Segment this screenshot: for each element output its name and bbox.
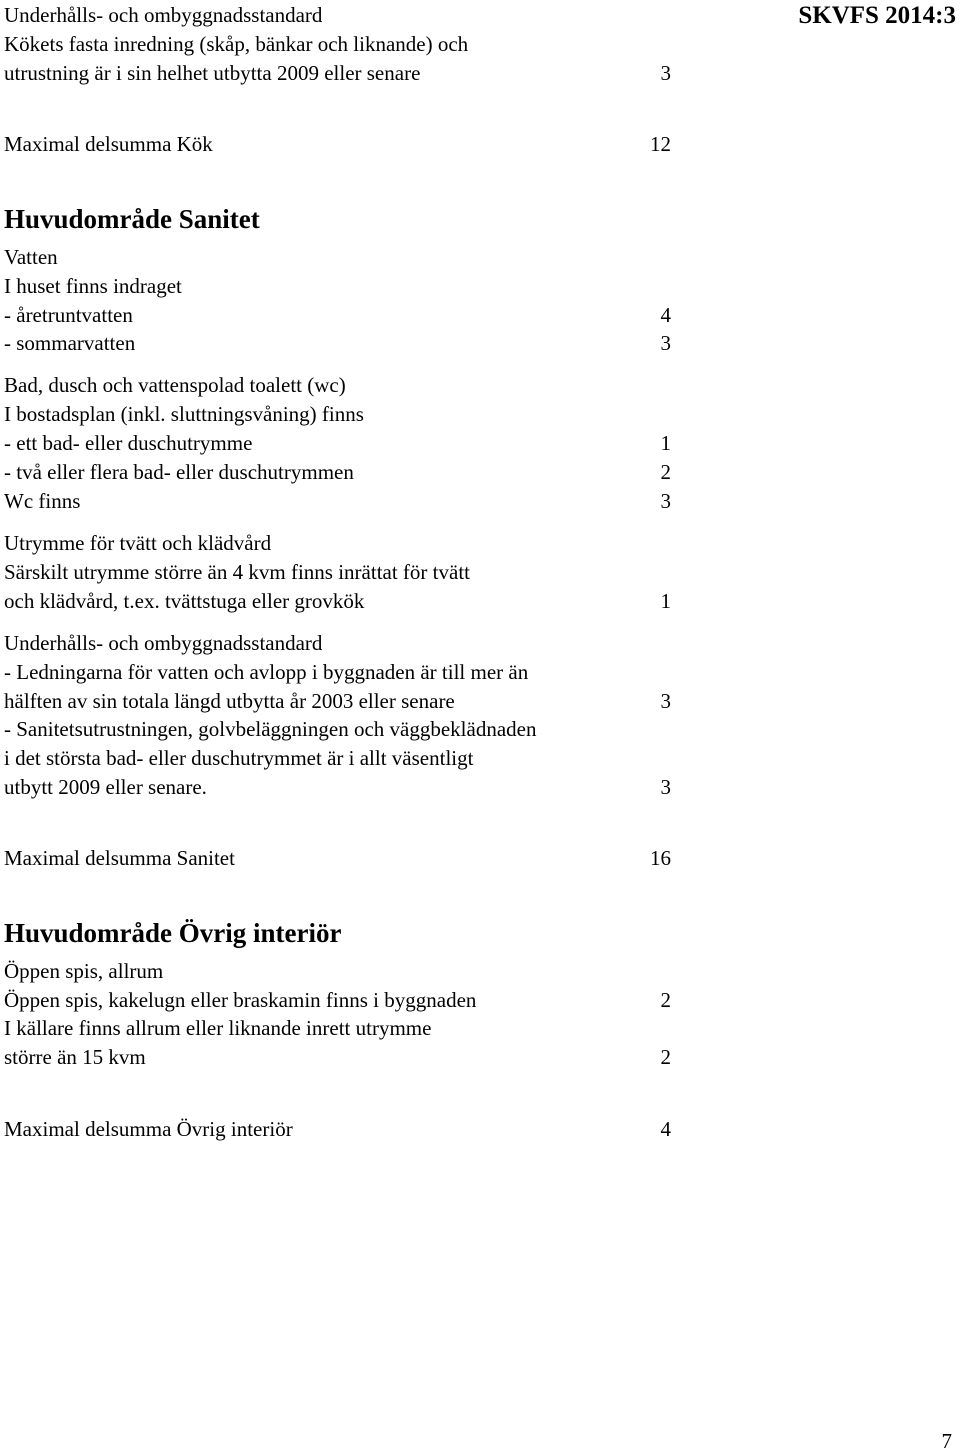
heading-ovrig-interior: Huvudområde Övrig interiör: [4, 918, 342, 948]
text-line: - Ledningarna för vatten och avlopp i byggnaden är till mer än: [4, 660, 529, 684]
subtotal-sanitet-value: 16: [650, 846, 671, 870]
points-value: 2: [660, 460, 671, 484]
points-value: 3: [660, 775, 671, 799]
text-line: hälften av sin totala längd utbytta år 2003 eller senare: [4, 689, 455, 713]
text-line: i det största bad- eller duschutrymmet är i allt väsentligt: [4, 746, 474, 770]
text-line: - åretruntvatten: [4, 303, 133, 327]
text-line: Öppen spis, kakelugn eller braskamin finns i byggnaden: [4, 988, 477, 1012]
text-line: Kökets fasta inredning (skåp, bänkar och liknande) och: [4, 32, 469, 56]
text-line: - ett bad- eller duschutrymme: [4, 431, 253, 455]
subtotal-kitchen-value: 12: [650, 132, 671, 156]
subtotal-kitchen: Maximal delsumma Kök: [4, 132, 213, 156]
text-line: I bostadsplan (inkl. sluttningsvåning) finns: [4, 402, 364, 426]
points-value: 3: [660, 331, 671, 355]
text-line: I huset finns indraget: [4, 274, 182, 298]
text-line: och klädvård, t.ex. tvättstuga eller grovkök: [4, 589, 365, 613]
text-line: större än 15 kvm: [4, 1045, 146, 1069]
text-line: utrustning är i sin helhet utbytta 2009 eller senare: [4, 61, 421, 85]
text-line: Wc finns: [4, 489, 81, 513]
points-value: 1: [660, 589, 671, 613]
text-line: - Sanitetsutrustningen, golvbeläggningen och väggbeklädnaden: [4, 717, 537, 741]
subtotal-sanitet: Maximal delsumma Sanitet: [4, 846, 235, 870]
subheading-sanitet-maintenance: Underhålls- och ombyggnadsstandard: [4, 631, 323, 655]
subheading-vatten: Vatten: [4, 245, 58, 269]
points-value: 2: [660, 988, 671, 1012]
regulation-code: SKVFS 2014:3: [798, 2, 956, 29]
text-line: Särskilt utrymme större än 4 kvm finns inrättat för tvätt: [4, 560, 470, 584]
points-value: 3: [660, 61, 671, 85]
subtotal-ovrig-interior-value: 4: [660, 1117, 671, 1141]
subheading-bad-dusch: Bad, dusch och vattenspolad toalett (wc): [4, 373, 346, 397]
text-line: - sommarvatten: [4, 331, 136, 355]
points-value: 1: [660, 431, 671, 455]
text-line: I källare finns allrum eller liknande inrett utrymme: [4, 1016, 432, 1040]
subheading-tvatt: Utrymme för tvätt och klädvård: [4, 531, 272, 555]
page-number: 7: [941, 1429, 952, 1453]
heading-sanitet: Huvudområde Sanitet: [4, 204, 260, 234]
subheading-oppen-spis: Öppen spis, allrum: [4, 959, 164, 983]
text-line: - två eller flera bad- eller duschutrymmen: [4, 460, 354, 484]
subheading-kitchen-maintenance: Underhålls- och ombyggnadsstandard: [4, 3, 323, 27]
points-value: 3: [660, 489, 671, 513]
points-value: 3: [660, 689, 671, 713]
points-value: 2: [660, 1045, 671, 1069]
points-value: 4: [660, 303, 671, 327]
text-line: utbytt 2009 eller senare.: [4, 775, 207, 799]
subtotal-ovrig-interior: Maximal delsumma Övrig interiör: [4, 1117, 293, 1141]
